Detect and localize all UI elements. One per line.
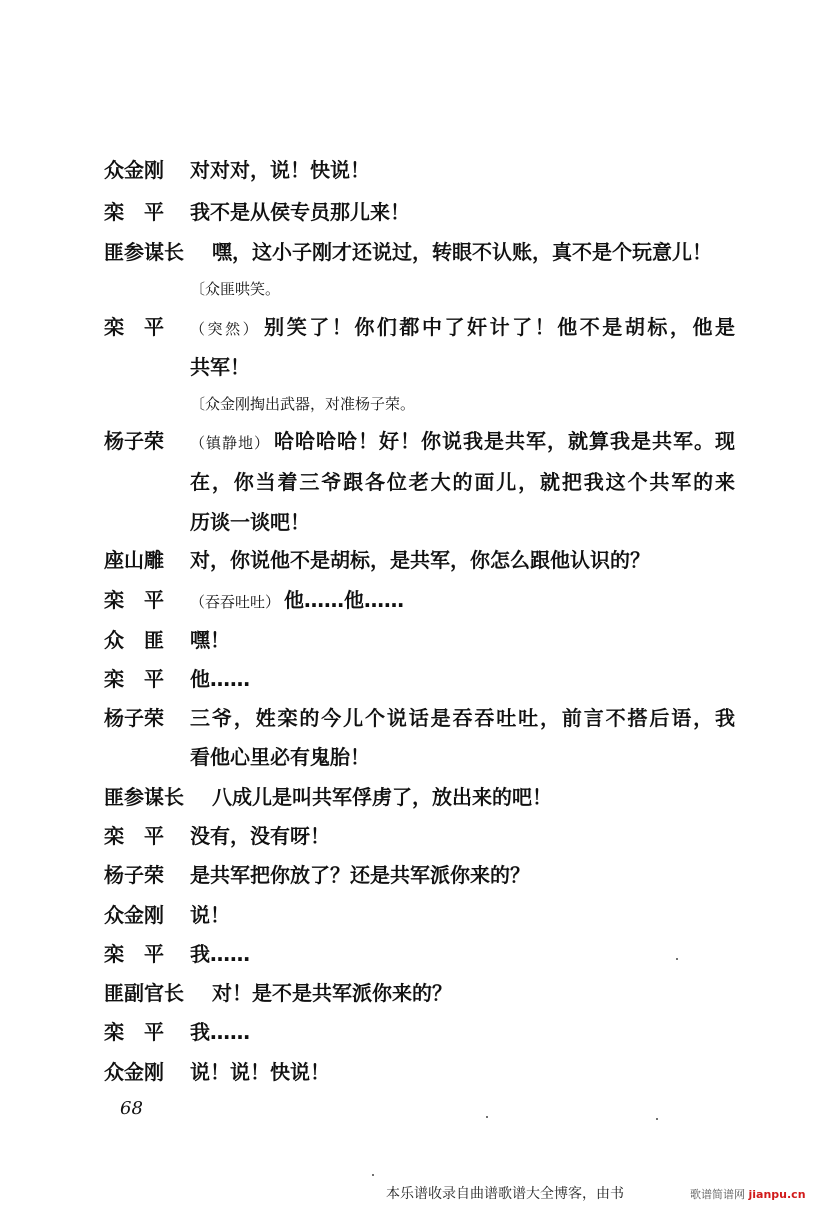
- speaker-name: 匪参谋长: [104, 785, 184, 809]
- stage-direction: 〔众金刚掏出武器，对准杨子荣。: [190, 395, 416, 413]
- speaker-name: 众 匪: [104, 628, 164, 652]
- acting-direction: （吞吞吐吐）: [190, 593, 281, 611]
- dialogue-text-body: 别笑了！你们都中了奸计了！他不是胡标，他是: [264, 315, 735, 339]
- speaker-name: 众金刚: [104, 158, 164, 182]
- dialogue-text-body: 哈哈哈哈！好！你说我是共军，就算我是共军。现: [274, 429, 735, 453]
- dialogue-text: 说！: [190, 903, 230, 927]
- dialogue-line: [0, 940, 840, 980]
- dialogue-line: [0, 861, 840, 901]
- speaker-name: 杨子荣: [104, 706, 164, 730]
- dialogue-line: [0, 979, 840, 1019]
- dialogue-continuation: [0, 468, 840, 508]
- dialogue-line: [0, 626, 840, 666]
- speaker-name: 众金刚: [104, 903, 164, 927]
- dialogue-text: [190, 427, 735, 457]
- dialogue-line: [0, 822, 840, 862]
- acting-direction: （突然）: [190, 320, 261, 338]
- dialogue-line: [0, 546, 840, 586]
- scan-speck: [486, 1116, 488, 1118]
- page-number: 68: [120, 1098, 143, 1119]
- speaker-name: 众金刚: [104, 1060, 164, 1084]
- speaker-name: 栾 平: [104, 667, 164, 691]
- dialogue-line: [0, 313, 840, 353]
- dialogue-line: [0, 156, 840, 196]
- speaker-name: 匪副官长: [104, 981, 184, 1005]
- dialogue-text: 没有，没有呀！: [190, 824, 330, 848]
- dialogue-text: 嘿，这小子刚才还说过，转眼不认账，真不是个玩意儿！: [212, 240, 712, 264]
- dialogue-text: 我不是从侯专员那儿来！: [190, 200, 410, 224]
- dialogue-text: 他……: [190, 667, 250, 691]
- dialogue-text: 对，你说他不是胡标，是共军，你怎么跟他认识的？: [190, 548, 650, 572]
- dialogue-text-body: 他……他……: [284, 588, 405, 612]
- speaker-name: 座山雕: [104, 548, 164, 572]
- dialogue-continuation: [0, 508, 840, 548]
- speaker-name: 栾 平: [104, 200, 164, 224]
- speaker-name: 栾 平: [104, 824, 164, 848]
- stage-direction: 〔众匪哄笑。: [190, 280, 281, 298]
- dialogue-line: [0, 901, 840, 941]
- dialogue-line: [0, 198, 840, 238]
- dialogue-text: 历谈一谈吧！: [190, 510, 310, 534]
- scan-speck: [676, 958, 678, 960]
- dialogue-text: 八成儿是叫共军俘虏了，放出来的吧！: [212, 785, 552, 809]
- dialogue-text: 看他心里必有鬼胎！: [190, 745, 370, 769]
- dialogue-text: [190, 313, 735, 343]
- dialogue-line: [0, 1058, 840, 1098]
- site-watermark: [690, 1186, 806, 1202]
- scan-speck: [372, 1174, 374, 1176]
- dialogue-continuation: [0, 353, 840, 393]
- speaker-name: 杨子荣: [104, 863, 164, 887]
- dialogue-line: [0, 783, 840, 823]
- dialogue-text: 我……: [190, 942, 250, 966]
- speaker-name: 杨子荣: [104, 429, 164, 453]
- acting-direction: （镇静地）: [190, 434, 270, 452]
- dialogue-text: 说！说！快说！: [190, 1060, 330, 1084]
- dialogue-text: 是共军把你放了？还是共军派你来的？: [190, 863, 530, 887]
- dialogue-line: [0, 238, 840, 278]
- dialogue-text: 对！是不是共军派你来的？: [212, 981, 452, 1005]
- dialogue-text: 在，你当着三爷跟各位老大的面儿，就把我这个共军的来: [190, 470, 735, 494]
- dialogue-text: 我……: [190, 1020, 250, 1044]
- dialogue-text: 嘿！: [190, 628, 230, 652]
- dialogue-text: [190, 586, 404, 616]
- speaker-name: 栾 平: [104, 1020, 164, 1044]
- watermark-cn: 歌谱简谱网: [690, 1188, 745, 1201]
- dialogue-line: [0, 586, 840, 626]
- speaker-name: 栾 平: [104, 588, 164, 612]
- speaker-name: 栾 平: [104, 315, 164, 339]
- speaker-name: 栾 平: [104, 942, 164, 966]
- stage-direction-line: [0, 277, 840, 317]
- dialogue-text: 对对对，说！快说！: [190, 158, 370, 182]
- dialogue-line: [0, 427, 840, 467]
- dialogue-text: 三爷，姓栾的今儿个说话是吞吞吐吐，前言不搭后语，我: [190, 706, 735, 730]
- scan-speck: [656, 1118, 658, 1120]
- dialogue-line: [0, 665, 840, 705]
- stage-direction-line: [0, 392, 840, 432]
- footer-source-note: 本乐谱收录自曲谱歌谱大全博客，由书: [386, 1186, 624, 1202]
- dialogue-line: [0, 1018, 840, 1058]
- watermark-url: jianpu.cn: [748, 1188, 806, 1201]
- dialogue-line: [0, 704, 840, 744]
- dialogue-continuation: [0, 743, 840, 783]
- speaker-name: 匪参谋长: [104, 240, 184, 264]
- dialogue-text: 共军！: [190, 355, 250, 379]
